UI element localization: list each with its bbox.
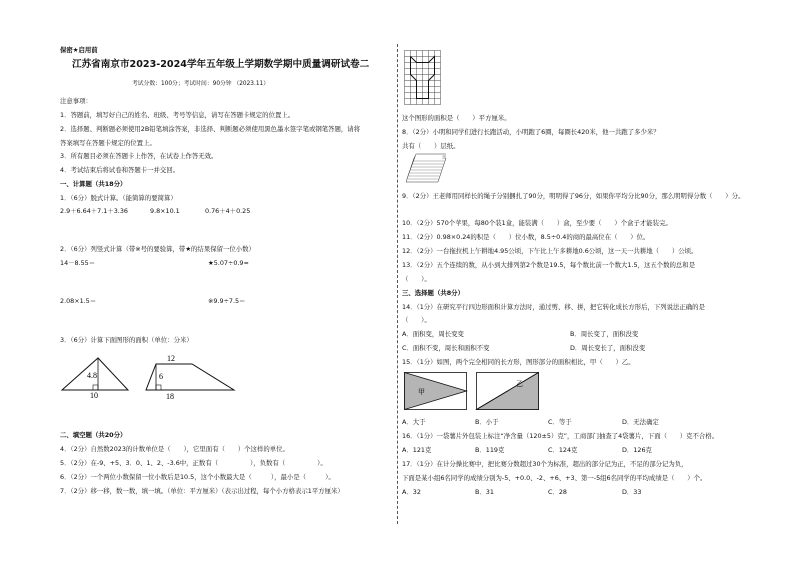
trapezoid-height-label: 6 — [159, 372, 163, 381]
exam-title: 江苏省南京市2023-2024学年五年级上学期数学期中质量调研试卷二 — [72, 59, 370, 70]
section1-heading: 一、计算题（共18分） — [60, 180, 127, 188]
option-b[interactable]: B．119克 — [475, 446, 505, 454]
question-14-stem: 14．（1分）在研究平行四边形面积计算方法时，通过剪、移、拼，把它转化成长方形后，下列说法正确的是 — [402, 303, 705, 311]
option-d[interactable]: D．无法确定 — [622, 418, 659, 426]
triangle-base-label: 10 — [90, 391, 98, 400]
grid-figure — [404, 50, 444, 108]
trapezoid-bottom-label: 18 — [166, 392, 174, 401]
notes-item: 1．答题前，填写好自己的姓名、班级、考号等信息，请写在答题卡规定的位置上。 — [60, 111, 295, 119]
section3-heading: 三、选择题（共8分） — [402, 289, 464, 297]
option-a[interactable]: A．121克 — [402, 446, 432, 454]
option-b[interactable]: B．周长变了，面积没变 — [570, 330, 639, 338]
option-d[interactable]: D．126克 — [622, 446, 652, 454]
q2-expression: 14－8.55＝ — [60, 259, 96, 267]
question-13: 13．（2分）五个连续的数，从小到大排列第2个数是19.5，每个数比前一个数大1.5，这五个数的总和是 — [402, 261, 696, 269]
notes-item: 4．考试结束后将试卷和答题卡一并交回。 — [60, 166, 180, 174]
notes-item: 答案填写在答题卡规定的位置上。 — [60, 139, 156, 147]
q1-expression: 9.8×10.1 — [150, 207, 180, 215]
option-c[interactable]: C．28 — [548, 488, 567, 496]
option-a[interactable]: A．大于 — [402, 418, 426, 426]
option-d[interactable]: D．周长变长了，面积没变 — [570, 344, 646, 352]
q1-expression: 2.9＋6.64＋7.1＋3.36 — [60, 207, 128, 215]
label-jia: 甲 — [418, 388, 425, 396]
triangle-figure — [56, 350, 136, 400]
notes-item: 2．选择题、判断题必须使用2B铅笔填涂答案，非选择、判断题必须使用黑色墨水签字笔或钢笔答题，请将 — [60, 125, 361, 133]
q2-expression: ※9.9÷7.5＝ — [208, 297, 246, 305]
question-17-stem-2: 下面是某小组6名同学的成绩分别为-5、+0.0、-2、+6、+3、第一-5组6名同学的平均成绩是（ ）个。 — [402, 474, 707, 482]
question-3-stem: 3．（6分）计算下面图形的面积（单位：分米） — [60, 336, 193, 344]
question-13-answer: （ ）。 — [402, 275, 431, 283]
option-c[interactable]: C．等于 — [548, 418, 572, 426]
question-8: 8．（2分）小明和同学们进行长跑活动，小明跑了6圈，每圈长420米，他一共跑了多少米？ — [402, 128, 660, 136]
option-b[interactable]: B．小于 — [475, 418, 499, 426]
question-11: 11．（2分）0.98×0.24的积是（ ）位小数，8.5÷0.4的商的最高位在（ ）位。 — [402, 233, 650, 241]
column-divider — [397, 44, 398, 524]
triangle-height-label: 4.8 — [87, 371, 97, 380]
option-b[interactable]: B．31 — [475, 488, 494, 496]
paper-stack-answer: 共有（ ）层纸。 — [402, 142, 460, 150]
question-17-stem: 17．（1分）在计分操比赛中，把比赛分数超过30个为标准，超出的部分记为正，不足的部分记为负， — [402, 460, 688, 468]
trapezoid-figure — [140, 352, 240, 402]
grid-answer-line: 这个图形的面积是（ ）平方厘米。 — [402, 114, 511, 122]
q2-expression: 2.08×1.5＝ — [60, 297, 97, 305]
question-12: 12．（2分）一台拖拉机上午耕地4.95公顷，下午比上午多耕地0.6公顷，这一天一共耕地（ ）公顷。 — [402, 247, 698, 255]
section2-heading: 二、填空题（共20分） — [60, 431, 127, 439]
question-9: 9．（2分）王老师用同样长的绳子分别捆扎了90分，明明得了96分，如果你平均分比90分，那么明明得分数（ ）分。 — [402, 192, 745, 200]
question-14-stem-2: （ ）。 — [402, 316, 431, 324]
question-15-stem: 15．（1分）如图，两个完全相同的长方形，图形部分的面积相比，甲（ ）乙。 — [402, 358, 635, 366]
paper-stack-figure — [404, 152, 448, 184]
question-2-stem: 2．（6分）列竖式计算（带※号的要验算，带★的结果保留一位小数） — [60, 245, 255, 253]
trapezoid-top-label: 12 — [167, 354, 175, 363]
option-a[interactable]: A．面积变，周长变变 — [402, 330, 464, 338]
fill-question: 4．（2分）自然数2023的计数单位是（ ），它里面有（ ）个这样的单位。 — [60, 445, 289, 453]
q2-expression: ★5.07÷0.9≈ — [208, 259, 249, 267]
fill-question: 7．（2分）移一移，数一数，填一填。（单位：平方厘米）（表示出过程，每个小方格表示1平方厘米） — [60, 487, 344, 495]
label-yi: 乙 — [516, 380, 523, 388]
option-c[interactable]: C．124克 — [548, 446, 578, 454]
option-a[interactable]: A．32 — [402, 488, 421, 496]
notes-item: 3．所有题目必须在答题卡上作答，在试卷上作答无效。 — [60, 152, 218, 160]
confidential-label: 保密★启用前 — [60, 46, 98, 54]
fill-question: 5．（2分）在-9、+5、3．0、1、2、-3.6中，正数有（ ），负数有（ ）。 — [60, 459, 327, 467]
q15-figure — [404, 372, 544, 412]
question-10: 10．（2分）570个苹果，每80个装1盒，能装满（ ）盒，至少要（ ）个盒子才能装完。 — [402, 219, 672, 227]
exam-info: 考试分数：100分；考试时间：90分钟 （2023.11） — [132, 81, 270, 87]
option-d[interactable]: D．33 — [622, 488, 642, 496]
option-c[interactable]: C．面积不变，周长和面积不变 — [402, 344, 490, 352]
question-1-stem: 1．（6分）脱式计算。（能简算的要简算） — [60, 194, 177, 202]
q1-expression: 0.76＋4＋0.25 — [205, 207, 251, 215]
notes-heading: 注意事项： — [60, 97, 92, 105]
question-16-stem: 16．（1分）一袋薯片外包装上标注“净含量（120±5）克”，工商部门抽查了4袋薯片，下面（ ）克不合格。 — [402, 432, 719, 440]
fill-question: 6．（2分）一个两位小数保留一位小数后是10.5，这个小数最大是（ ），最小是（ ）。 — [60, 473, 335, 481]
